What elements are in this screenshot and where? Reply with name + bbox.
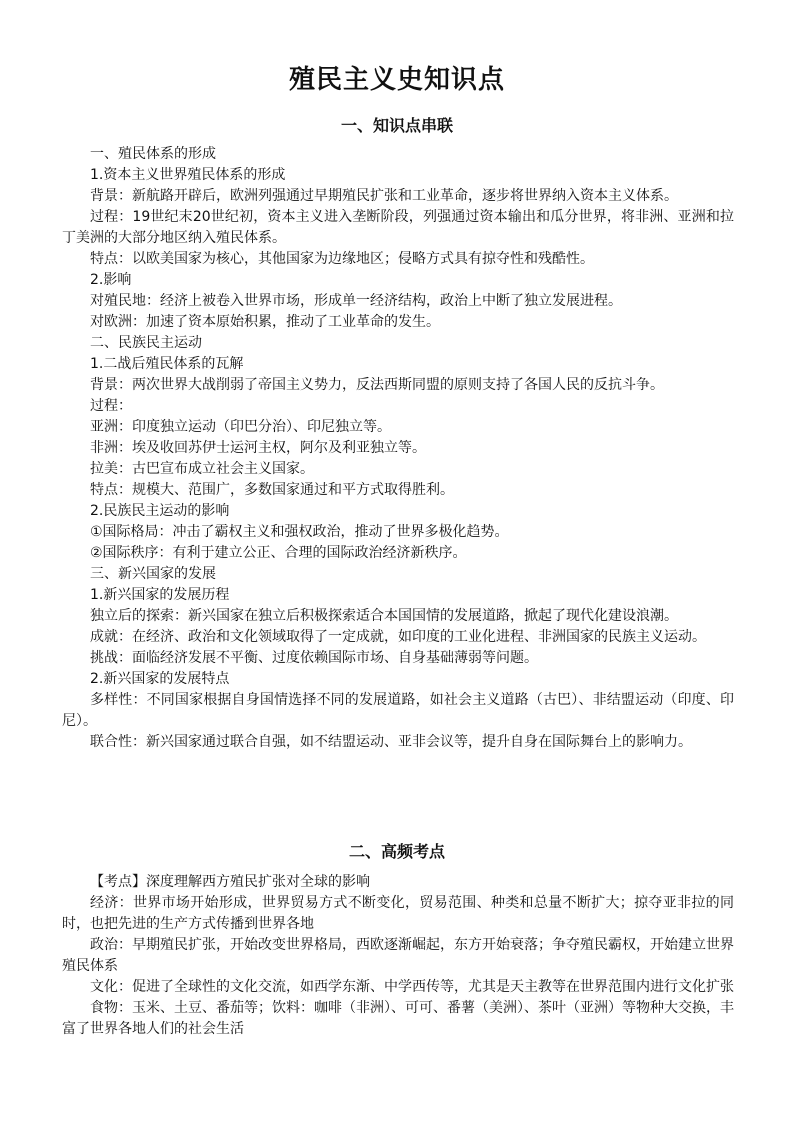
paragraph: 文化：促进了全球性的文化交流，如西学东渐、中学西传等，尤其是天主教等在世界范围内进行文化扩张 — [90, 979, 734, 995]
section-heading-2: 二、高频考点 — [348, 842, 445, 861]
paragraph: 1.二战后殖民体系的瓦解 — [90, 356, 244, 372]
paragraph: 政治：早期殖民扩张，开始改变世界格局，西欧逐渐崛起，东方开始衰落；争夺殖民霸权，开始建立世界殖民体系 — [62, 937, 734, 974]
paragraph: 2.民族民主运动的影响 — [90, 503, 230, 519]
paragraph: 独立后的探索：新兴国家在独立后积极探索适合本国国情的发展道路，掀起了现代化建设浪潮。 — [90, 608, 678, 624]
section-heading-1: 一、知识点串联 — [340, 116, 453, 135]
paragraph: 经济：世界市场开始形成，世界贸易方式不断变化，贸易范围、种类和总量不断扩大；掠夺亚非拉的同时，也把先进的生产方式传播到世界各地 — [62, 895, 734, 932]
document-title: 殖民主义史知识点 — [288, 65, 505, 95]
paragraph: 亚洲：印度独立运动（印巴分治）、印尼独立等。 — [90, 419, 391, 435]
paragraph: 对殖民地：经济上被卷入世界市场，形成单一经济结构，政治上中断了独立发展进程。 — [90, 293, 622, 309]
paragraph: 三、新兴国家的发展 — [90, 566, 216, 582]
paragraph: 背景：两次世界大战削弱了帝国主义势力，反法西斯同盟的原则支持了各国人民的反抗斗争。 — [90, 377, 664, 393]
paragraph: 特点：以欧美国家为核心，其他国家为边缘地区；侵略方式具有掠夺性和残酷性。 — [90, 251, 594, 267]
paragraph: 背景：新航路开辟后，欧洲列强通过早期殖民扩张和工业革命，逐步将世界纳入资本主义体系。 — [90, 188, 678, 204]
paragraph: 二、民族民主运动 — [90, 335, 202, 351]
paragraph: 联合性：新兴国家通过联合自强，如不结盟运动、亚非会议等，提升自身在国际舞台上的影响力。 — [90, 734, 692, 750]
paragraph: 挑战：面临经济发展不平衡、过度依赖国际市场、自身基础薄弱等问题。 — [90, 650, 538, 666]
section-2-body — [62, 872, 734, 1040]
paragraph: 拉美：古巴宣布成立社会主义国家。 — [90, 461, 314, 477]
paragraph: 2.影响 — [90, 272, 132, 288]
paragraph: ①国际格局：冲击了霸权主义和强权政治，推动了世界多极化趋势。 — [90, 524, 509, 540]
paragraph: 非洲：埃及收回苏伊士运河主权，阿尔及利亚独立等。 — [90, 440, 426, 456]
paragraph: 对欧洲：加速了资本原始积累，推动了工业革命的发生。 — [90, 314, 440, 330]
paragraph: 食物：玉米、土豆、番茄等；饮料：咖啡（非洲）、可可、番薯（美洲）、茶叶（亚洲）等物种大交换，丰富了世界各地人们的社会生活 — [62, 1000, 734, 1037]
paragraph: 成就：在经济、政治和文化领域取得了一定成就，如印度的工业化进程、非洲国家的民族主义运动。 — [90, 629, 706, 645]
paragraph: 特点：规模大、范围广，多数国家通过和平方式取得胜利。 — [90, 482, 454, 498]
paragraph: 2.新兴国家的发展特点 — [90, 671, 230, 687]
paragraph: 过程：19世纪末20世纪初，资本主义进入垄断阶段，列强通过资本输出和瓜分世界，将非洲、亚洲和拉丁美洲的大部分地区纳入殖民体系。 — [62, 209, 734, 246]
paragraph: 一、殖民体系的形成 — [90, 146, 216, 162]
paragraph: ②国际秩序：有利于建立公正、合理的国际政治经济新秩序。 — [90, 545, 467, 561]
paragraph: 多样性：不同国家根据自身国情选择不同的发展道路，如社会主义道路（古巴）、非结盟运动（印度、印尼）。 — [62, 692, 734, 729]
paragraph: 1.资本主义世界殖民体系的形成 — [90, 167, 286, 183]
paragraph: 【考点】深度理解西方殖民扩张对全球的影响 — [90, 874, 370, 890]
paragraph: 1.新兴国家的发展历程 — [90, 587, 230, 603]
section-1-body — [62, 144, 734, 753]
paragraph: 过程： — [90, 398, 132, 414]
